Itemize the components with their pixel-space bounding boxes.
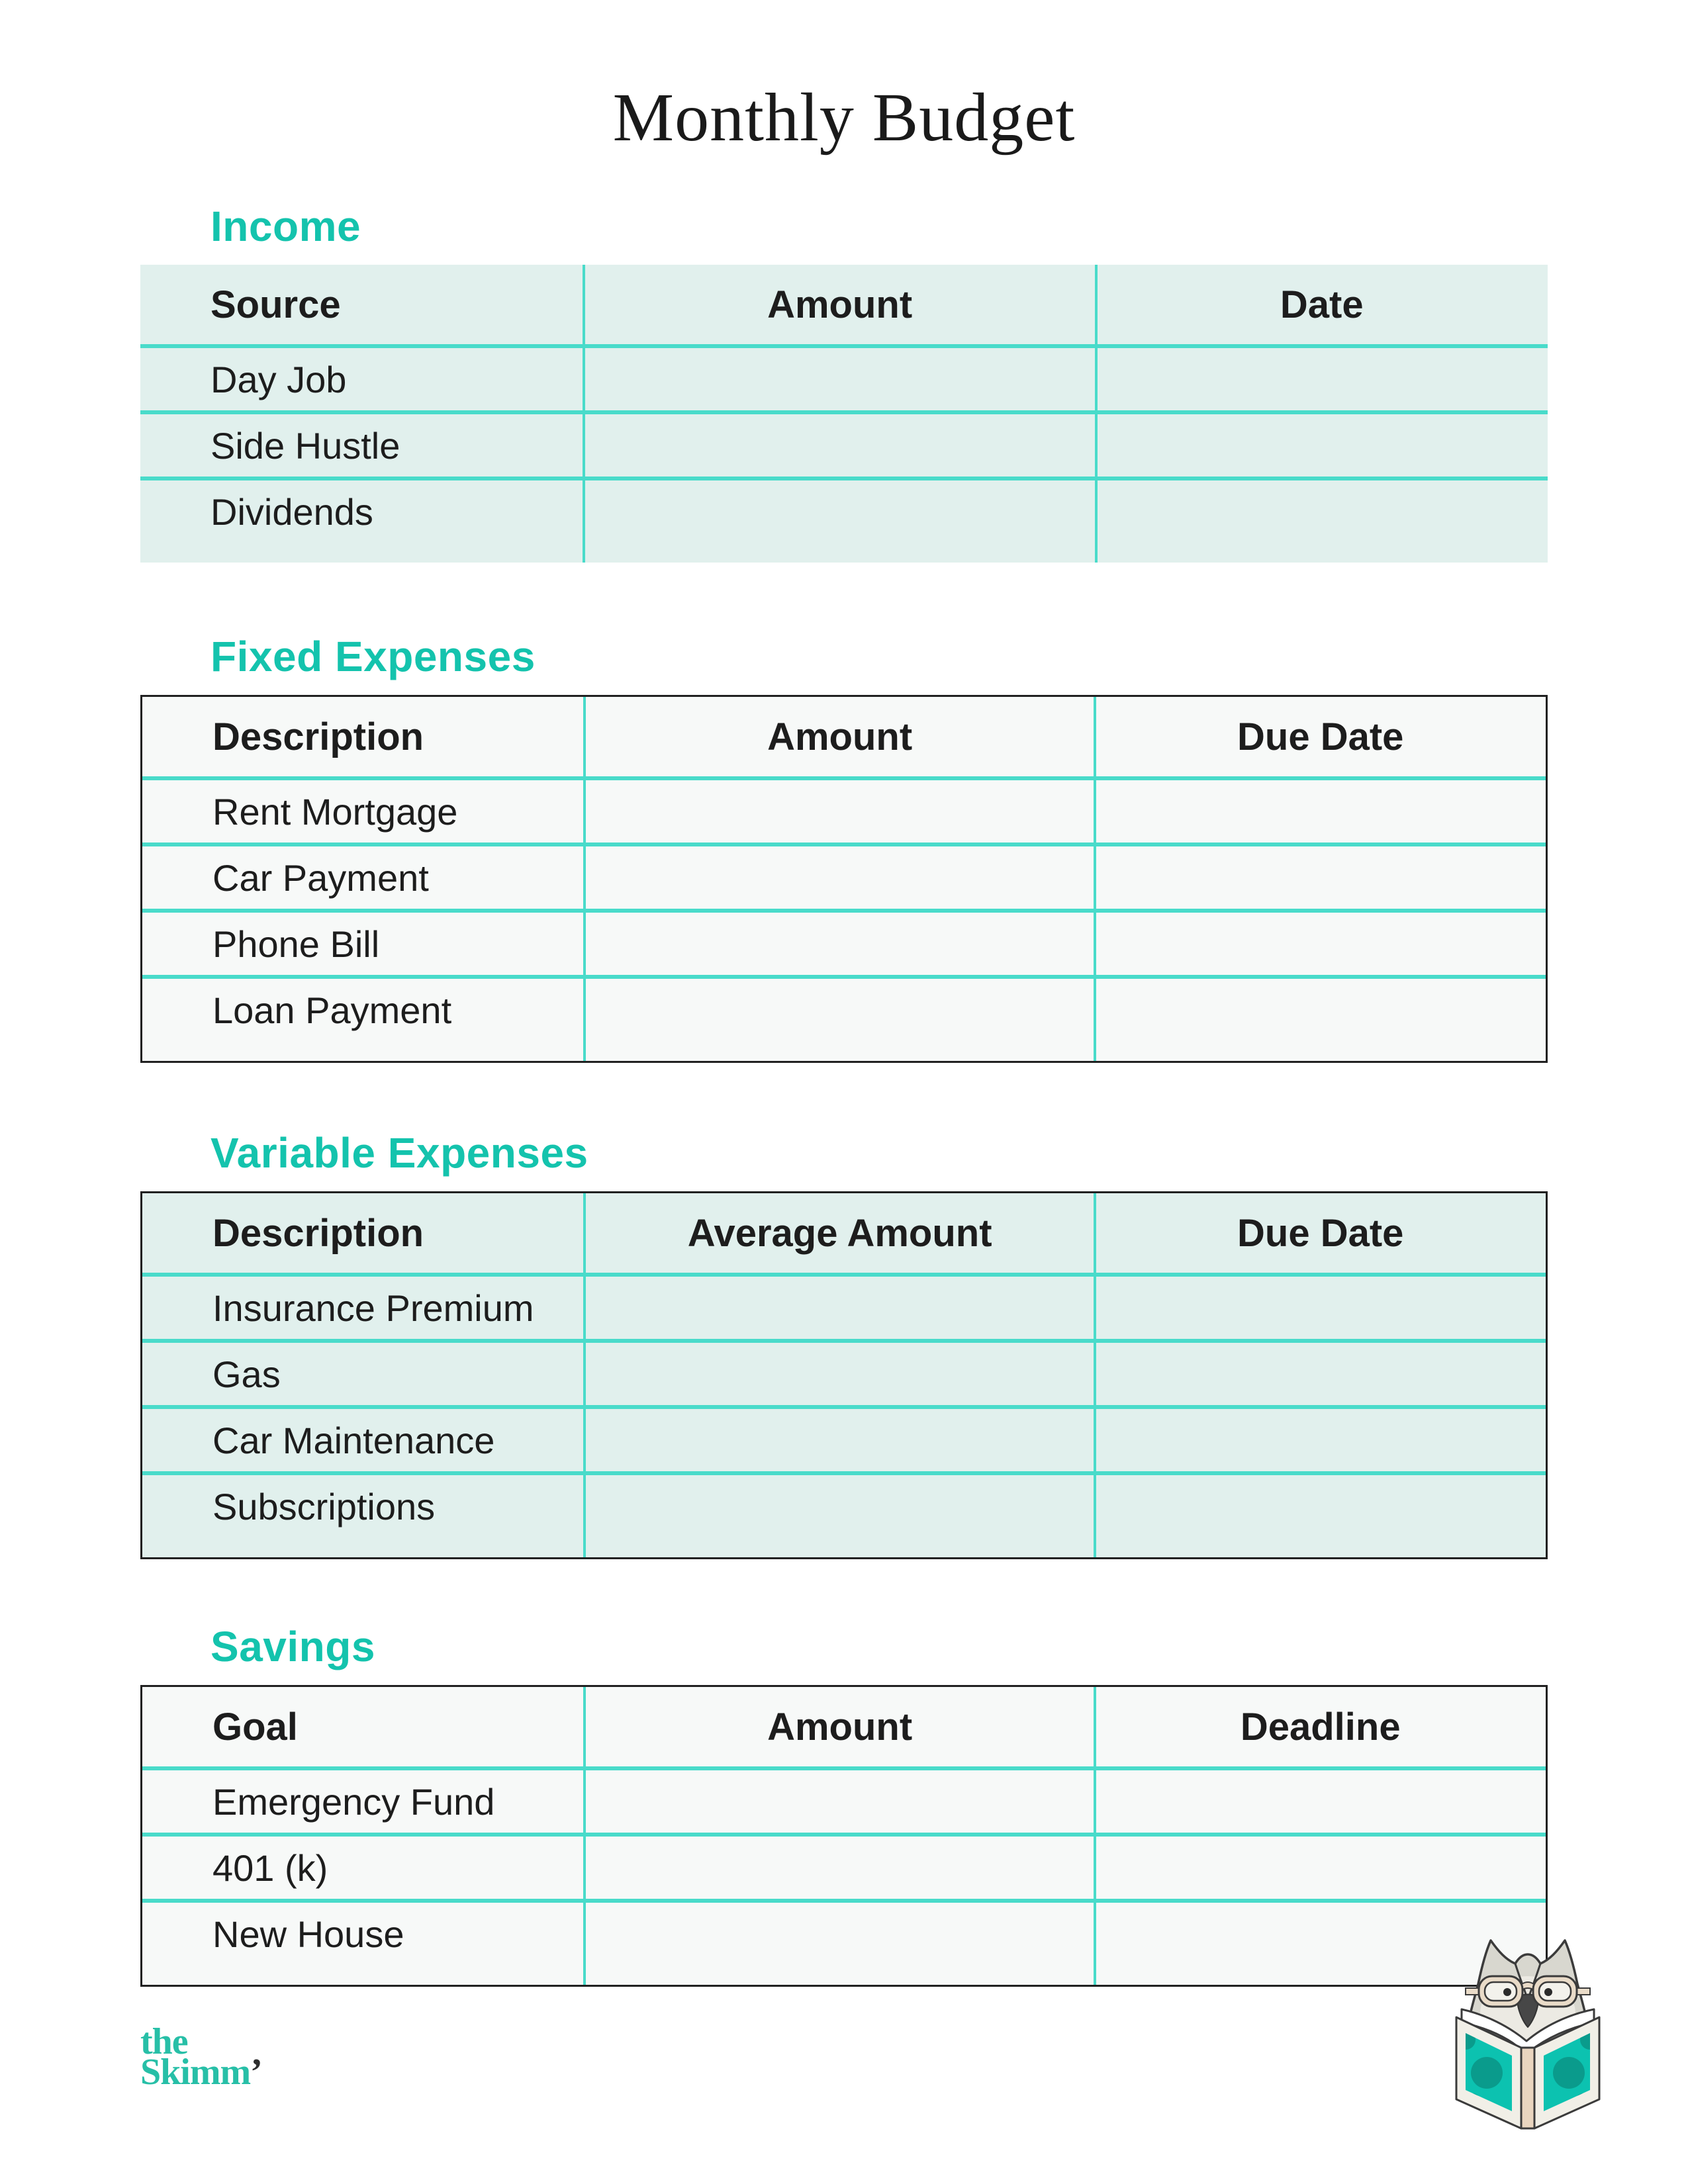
- table-row: [142, 776, 1546, 842]
- table-row: [142, 1766, 1546, 1833]
- empty-cell: [1095, 1837, 1546, 1899]
- logo-line-2: Skimm’: [140, 2051, 262, 2093]
- section-variable-expenses: [140, 1129, 1548, 1559]
- empty-cell: [1095, 780, 1546, 842]
- row-label: Day Job: [211, 358, 347, 400]
- row-label: Subscriptions: [212, 1485, 436, 1527]
- empty-cell: [585, 979, 1096, 1041]
- owl-pupil-left: [1503, 1988, 1511, 1996]
- page-title: Monthly Budget: [612, 79, 1076, 156]
- empty-cell: [1096, 348, 1548, 410]
- section-savings: [140, 1625, 1548, 1987]
- empty-cell: [585, 1837, 1096, 1899]
- table-row: [142, 909, 1546, 975]
- empty-cell: [1095, 913, 1546, 975]
- section-heading-fixed-expenses: Fixed Expenses: [211, 633, 536, 680]
- column-header: Amount: [767, 715, 913, 758]
- column-header: Deadline: [1240, 1705, 1401, 1749]
- empty-cell: [585, 1903, 1096, 1965]
- theskimm-logo: [140, 2021, 262, 2093]
- row-label: New House: [212, 1913, 404, 1955]
- section-fixed-expenses: [140, 635, 1548, 1063]
- column-header: Date: [1280, 283, 1364, 326]
- empty-cell: [585, 1475, 1096, 1537]
- income-table: [140, 265, 1548, 563]
- empty-cell: [585, 846, 1096, 909]
- row-label: Loan Payment: [212, 989, 452, 1031]
- header-row: [142, 1193, 1546, 1273]
- header-row: [140, 265, 1548, 344]
- row-label: Insurance Premium: [212, 1287, 534, 1329]
- table-row: [142, 842, 1546, 909]
- section-heading-savings: Savings: [211, 1623, 375, 1670]
- table-row: [140, 344, 1548, 410]
- section-heading-variable-expenses: Variable Expenses: [211, 1129, 588, 1177]
- empty-cell: [585, 780, 1096, 842]
- glasses-lens-left: [1485, 1982, 1517, 2001]
- row-label: Emergency Fund: [212, 1780, 495, 1823]
- column-header: Description: [212, 1211, 424, 1255]
- fixed-expenses-table: [140, 695, 1548, 1063]
- empty-cell: [1096, 414, 1548, 477]
- owl-reading-book-illustration: [1451, 1935, 1605, 2134]
- table-row: [142, 1833, 1546, 1899]
- column-header: Goal: [212, 1705, 298, 1749]
- empty-cell: [1095, 1409, 1546, 1471]
- table-row: [142, 1339, 1546, 1405]
- empty-cell: [584, 348, 1096, 410]
- row-label: Side Hustle: [211, 424, 400, 467]
- column-header: Due Date: [1237, 715, 1404, 758]
- empty-cell: [1095, 979, 1546, 1041]
- empty-cell: [585, 1409, 1096, 1471]
- empty-cell: [585, 1770, 1096, 1833]
- empty-cell: [1096, 480, 1548, 543]
- empty-cell: [585, 1277, 1096, 1339]
- empty-cell: [584, 480, 1096, 543]
- logo-apostrophe: ’: [250, 2051, 262, 2093]
- column-header: Description: [212, 715, 424, 758]
- row-label: Rent Mortgage: [212, 790, 458, 833]
- row-label: 401 (k): [212, 1846, 328, 1889]
- table-row: [142, 1471, 1546, 1557]
- book-spine: [1521, 2048, 1534, 2128]
- column-header: Due Date: [1237, 1211, 1404, 1255]
- owl-pupil-right: [1544, 1988, 1552, 1996]
- column-header: Source: [211, 283, 341, 326]
- empty-cell: [1095, 1343, 1546, 1405]
- empty-cell: [584, 414, 1096, 477]
- table-row: [142, 1405, 1546, 1471]
- section-heading-income: Income: [211, 203, 361, 250]
- column-header: Average Amount: [687, 1211, 992, 1255]
- column-header: Amount: [767, 1705, 913, 1749]
- row-label: Gas: [212, 1353, 281, 1395]
- row-label: Car Payment: [212, 856, 429, 899]
- logo-line-1: the: [140, 2021, 188, 2062]
- glasses-lens-right: [1539, 1982, 1571, 2001]
- header-row: [142, 1687, 1546, 1766]
- table-row: [142, 1273, 1546, 1339]
- savings-table: [140, 1685, 1548, 1987]
- empty-cell: [1095, 846, 1546, 909]
- row-label: Dividends: [211, 490, 373, 533]
- empty-cell: [585, 913, 1096, 975]
- table-row: [140, 410, 1548, 477]
- row-label: Car Maintenance: [212, 1419, 495, 1461]
- row-label: Phone Bill: [212, 923, 380, 965]
- table-row: [140, 477, 1548, 563]
- empty-cell: [585, 1343, 1096, 1405]
- empty-cell: [1095, 1277, 1546, 1339]
- table-row: [142, 1899, 1546, 1985]
- column-header: Amount: [767, 283, 913, 326]
- empty-cell: [1095, 1770, 1546, 1833]
- section-income: [140, 205, 1548, 563]
- table-row: [142, 975, 1546, 1061]
- variable-expenses-table: [140, 1191, 1548, 1559]
- empty-cell: [1095, 1475, 1546, 1537]
- header-row: [142, 697, 1546, 776]
